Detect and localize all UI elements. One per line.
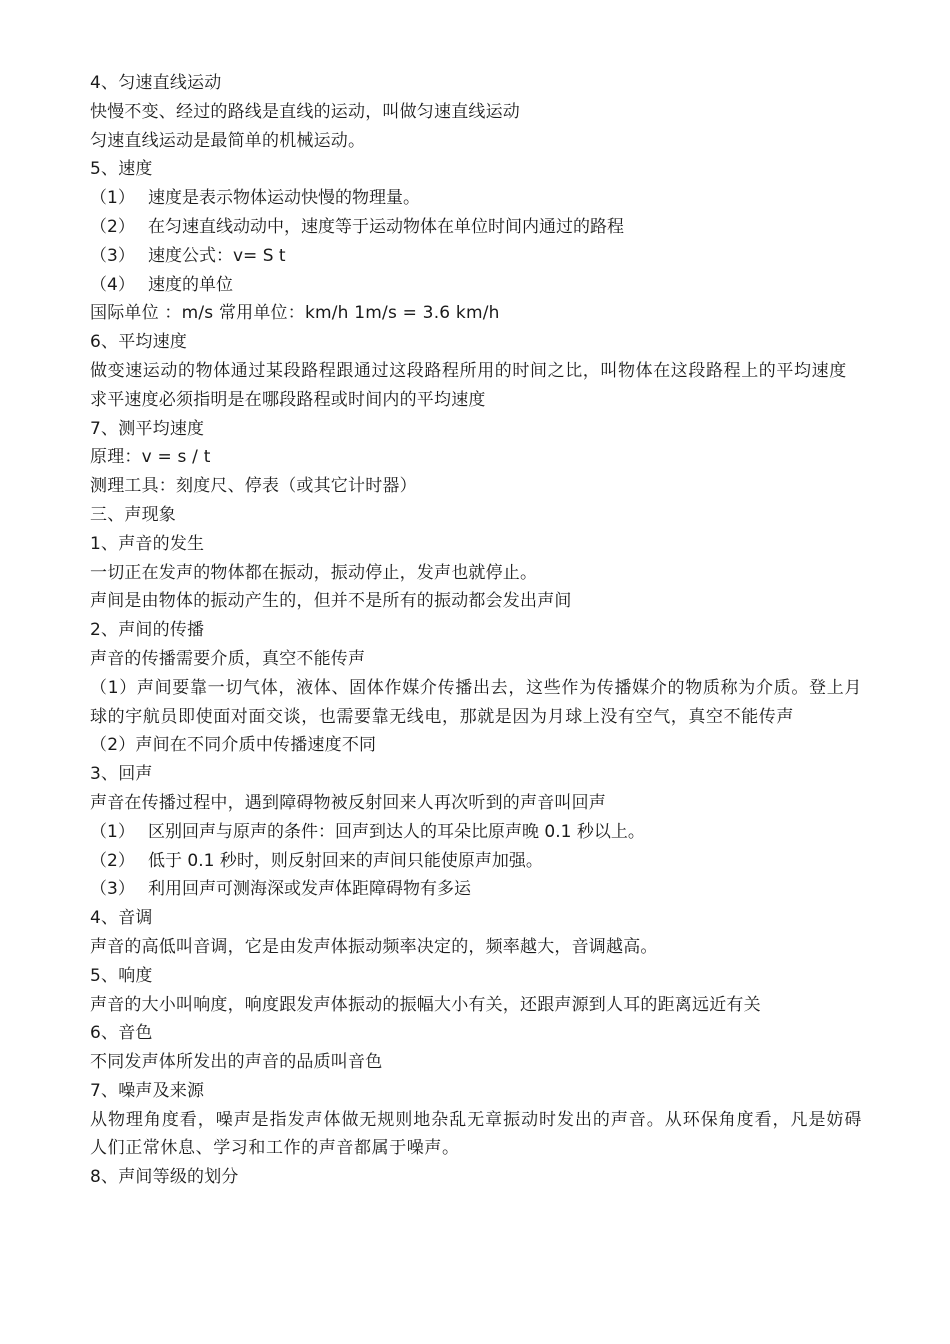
list-number: （2）	[90, 850, 135, 871]
list-item	[90, 875, 862, 904]
list-text: 速度公式：v= S t	[148, 245, 286, 266]
text-line: 求平速度必须指明是在哪段路程或时间内的平均速度	[90, 389, 486, 410]
list-number: （1）	[90, 188, 135, 209]
list-text: 区别回声与原声的条件：回声到达人的耳朵比原声晚 0.1 秒以上。	[148, 821, 645, 842]
section-heading-echo: 3、回声	[90, 764, 153, 785]
text-line: 匀速直线运动是最简单的机械运动。	[90, 130, 366, 151]
text-line: 原理：v = s / t	[90, 447, 211, 468]
section-heading-measure-speed: 7、测平均速度	[90, 418, 205, 439]
list-number: （3）	[90, 245, 135, 266]
text-paragraph: 做变速运动的物体通过某段路程跟通过这段路程所用的时间之比，叫物体在这段路程上的平均速度	[90, 360, 847, 381]
list-number: （3）	[90, 879, 135, 900]
text-line: 声间是由物体的振动产生的，但并不是所有的振动都会发出声间	[90, 591, 572, 612]
list-text: 在匀速直线动动中，速度等于运动物体在单位时间内通过的路程	[148, 216, 624, 237]
section-heading-speed: 5、速度	[90, 159, 153, 180]
section-heading-pitch: 4、音调	[90, 908, 153, 929]
list-text: 低于 0.1 秒时，则反射回来的声间只能使原声加强。	[148, 850, 543, 871]
text-line: （2）声间在不同介质中传播速度不同	[90, 735, 377, 756]
section-heading-average-speed: 6、平均速度	[90, 332, 188, 353]
list-item	[90, 271, 862, 300]
section-heading-loudness: 5、响度	[90, 965, 153, 986]
document-body	[90, 69, 862, 1192]
text-line: 国际单位 ：m/s 常用单位：km/h 1m/s = 3.6 km/h	[90, 303, 500, 324]
text-line: 快慢不变、经过的路线是直线的运动，叫做匀速直线运动	[90, 101, 520, 122]
section-heading-uniform-motion: 4、匀速直线运动	[90, 73, 222, 93]
text-line: 声音的大小叫响度，响度跟发声体振动的振幅大小有关，还跟声源到人耳的距离远近有关	[90, 994, 761, 1015]
list-item	[90, 818, 862, 847]
list-text: 速度的单位	[148, 274, 233, 295]
list-item	[90, 184, 862, 213]
list-item	[90, 213, 862, 242]
text-paragraph: 从物理角度看，噪声是指发声体做无规则地杂乱无章振动时发出的声音。从环保角度看，凡是妨碍人们正常休息、学习和工作的声音都属于噪声。	[90, 1109, 862, 1159]
text-line: 声音的高低叫音调，它是由发声体振动频率决定的，频率越大，音调越高。	[90, 936, 658, 957]
list-number: （2）	[90, 216, 135, 237]
list-item	[90, 242, 862, 271]
text-paragraph: （1）声间要靠一切气体，液体、固体作媒介传播出去，这些作为传播媒介的物质称为介质。登上月球的宇航员即使面对面交谈，也需要靠无线电，那就是因为月球上没有空气，真空不能传声	[90, 677, 862, 727]
list-item	[90, 847, 862, 876]
section-heading-timbre: 6、音色	[90, 1023, 153, 1044]
section-heading-noise: 7、噪声及来源	[90, 1080, 205, 1101]
chapter-heading-sound: 三、声现象	[90, 504, 176, 525]
text-line: 声音的传播需要介质，真空不能传声	[90, 648, 366, 669]
text-line: 测理工具：刻度尺、停表（或其它计时器）	[90, 476, 417, 497]
list-number: （4）	[90, 274, 135, 295]
section-heading-sound-propagation: 2、声间的传播	[90, 620, 205, 641]
text-line: 声音在传播过程中，遇到障碍物被反射回来人再次听到的声音叫回声	[90, 792, 606, 813]
section-heading-sound-production: 1、声音的发生	[90, 533, 205, 554]
list-text: 速度是表示物体运动快慢的物理量。	[148, 188, 420, 209]
list-text: 利用回声可测海深或发声体距障碍物有多运	[148, 879, 471, 900]
text-line: 一切正在发声的物体都在振动，振动停止，发声也就停止。	[90, 562, 538, 583]
list-number: （1）	[90, 821, 135, 842]
text-line: 不同发声体所发出的声音的品质叫音色	[90, 1052, 383, 1073]
section-heading-sound-levels: 8、声间等级的划分	[90, 1167, 239, 1188]
